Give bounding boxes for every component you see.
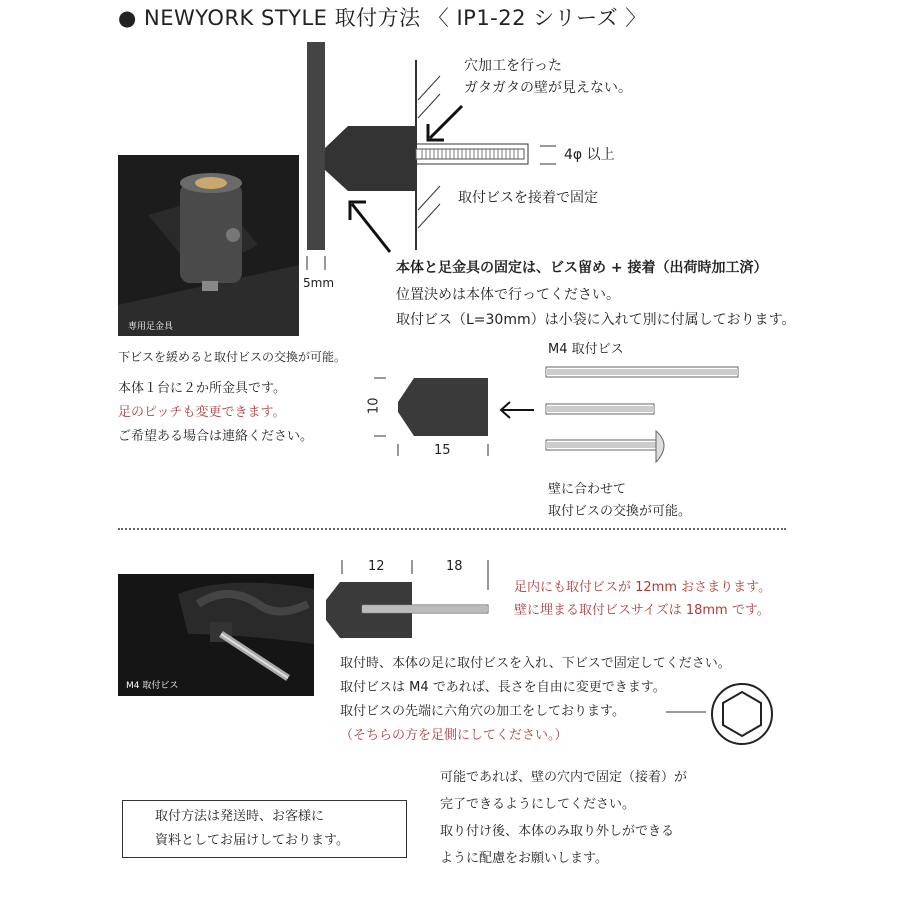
hole-note-line2: ガタガタの壁が見えない。 [464, 80, 632, 96]
instruction-line1: 取付時、本体の足に取付ビスを入れ、下ビスで固定してください。 [340, 656, 731, 671]
screw-photo [118, 574, 314, 696]
mount-screw [416, 149, 524, 159]
bottom-note-line3: 取り付け後、本体のみ取り外しができる [440, 824, 675, 839]
mount-fitting [325, 126, 416, 191]
fitting-length-label: 15 [434, 443, 451, 458]
m4-screw-short [546, 404, 654, 414]
screws-title: M4 取付ビス [548, 342, 624, 357]
fitting-side-view [398, 378, 488, 436]
screws-note-line2: 取付ビスの交換が可能。 [548, 504, 692, 519]
box-note-line2: 資料としてお届けしております。 [155, 833, 349, 848]
arrow-to-fitting [350, 202, 390, 252]
screw-glue-label: 取付ビスを接着で固定 [458, 190, 598, 206]
box-note-line1: 取付方法は発送時、お客様に [155, 809, 325, 824]
m4-screw-panhead [546, 431, 664, 462]
red-note-line1: 足内にも取付ビスが 12mm おさまります。 [514, 580, 772, 595]
fitting-photo [118, 155, 299, 336]
fitting-photo-art [118, 155, 299, 336]
instruction-line4: （そちらの方を足側にしてください。） [340, 728, 568, 743]
thickness-label: 5mm [303, 276, 335, 290]
bottom-note-line4: ように配慮をお願いします。 [440, 851, 608, 866]
bottom-note-line1: 可能であれば、壁の穴内で固定（接着）が [440, 770, 688, 785]
arrow-to-hole [428, 106, 462, 140]
section2-screw [362, 605, 488, 613]
page-title: ● NEWYORK STYLE 取付方法 〈 IP1-22 シリーズ 〉 [118, 6, 647, 30]
thickness-dimension [307, 256, 325, 270]
screw-photo-caption: M4 取付ビス [126, 681, 179, 691]
instruction-line3: 取付ビスの先端に六角穴の加工をしております。 [340, 704, 625, 719]
positioning-note: 位置決めは本体で行ってください。 [396, 287, 620, 303]
fix-method-note: 本体と足金具の固定は、ビス留め + 接着（出荷時加工済） [396, 260, 768, 276]
bottom-note-line2: 完了できるようにしてください。 [440, 797, 636, 812]
dim-left-label: 12 [368, 559, 385, 574]
instruction-line2: 取付ビスは M4 であれば、長さを自由に変更できます。 [340, 680, 666, 695]
red-note-line2: 壁に埋まる取付ビスサイズは 18mm です。 [514, 603, 770, 618]
shipping-note-box [122, 800, 407, 858]
pitch-change-note: 足のピッチも変更できます。 [118, 405, 286, 420]
screw-bag-note: 取付ビス（L=30mm）は小袋に入れて別に付属しております。 [396, 312, 796, 328]
m4-screw-long [546, 367, 738, 377]
diameter-bracket [540, 146, 556, 164]
panel-body [307, 42, 325, 250]
section-divider [118, 528, 786, 530]
arrow-left [501, 402, 534, 418]
fitting-photo-caption: 専用足金具 [128, 322, 174, 332]
dim-right-label: 18 [446, 559, 463, 574]
hole-note-line1: 穴加工を行った [464, 58, 562, 74]
diameter-label: 4φ 以上 [564, 147, 615, 163]
screws-note-line1: 壁に合わせて [548, 482, 627, 497]
two-fittings-note: 本体１台に２か所金具です。 [118, 381, 286, 396]
fitting-height-label: 10 [366, 397, 382, 415]
screw-exchange-note: 下ビスを緩めると取付ビスの交換が可能。 [118, 350, 347, 364]
contact-note: ご希望ある場合は連絡ください。 [118, 429, 314, 444]
